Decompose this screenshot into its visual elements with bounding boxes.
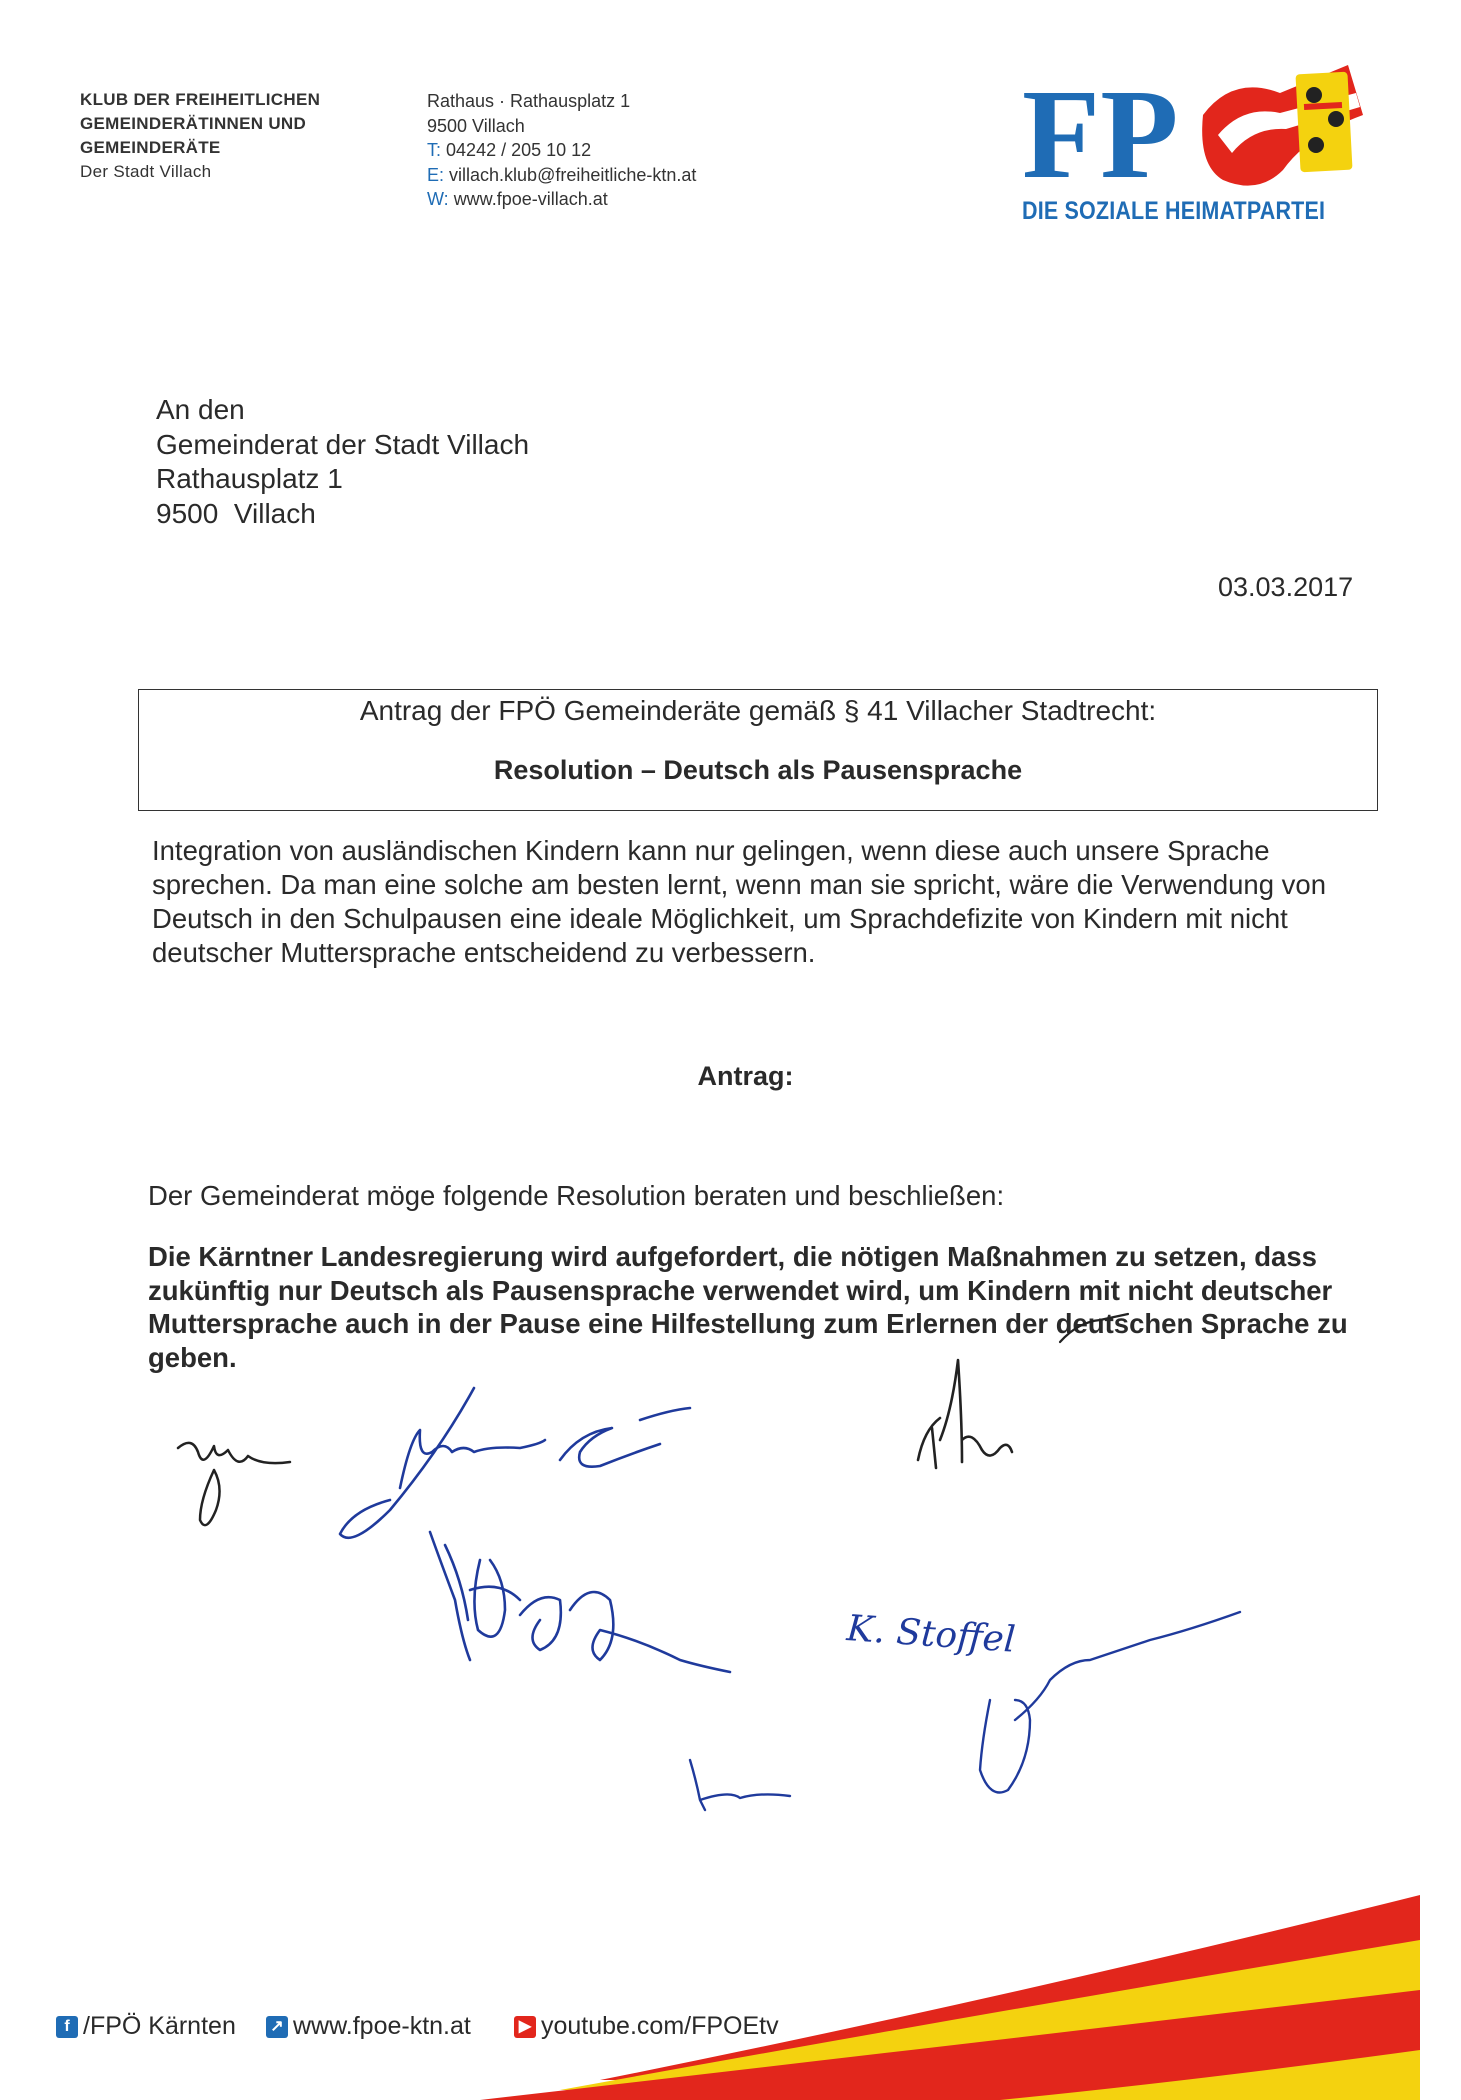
phone-label: T: [427,140,442,160]
body-paragraph: Integration von ausländischen Kindern kann nur gelingen, wenn diese auch unsere Sprache sprechen. Da man eine solche am besten lernt, wenn man sie spricht, wäre die Verwendung von Deutsch in den Schulpausen eine ideale Möglichkeit, um Sprachdefizite von Kindern mit nicht deutscher Muttersprache entscheidend zu verbessern. [152,835,1326,968]
footer-youtube-label[interactable]: youtube.com/FPOEtv [541,2012,779,2040]
footer-facebook-label[interactable]: /FPÖ Kärnten [83,2012,236,2040]
title-line-2: Resolution – Deutsch als Pausensprache [493,755,1023,785]
web-icon: ↗ [266,2016,288,2038]
club-city: Der Stadt Villach [80,162,212,181]
recipient-line-4: 9500 Villach [156,497,316,529]
web-label: W: [427,189,449,209]
email-address[interactable]: villach.klub@freiheitliche-ktn.at [449,164,697,185]
title-line-1: Antrag der FPÖ Gemeinderäte gemäß § 41 Villacher Stadtrecht: [359,695,1157,726]
resolution-text: Die Kärntner Landesregierung wird aufgefordert, die nötigen Maßnahmen zu setzen, dass zukünftig nur Deutsch als Pausensprache verwendet wird, um Kindern mit nicht deutscher Muttersprache auch in der Pause eine Hilfestellung zum Erlernen der deutschen Sprache zu geben. [148,1241,1348,1373]
antrag-heading: Antrag: [697,1061,794,1091]
contact-address-line-2: 9500 Villach [427,115,525,136]
logo-text: FP [1022,63,1179,205]
club-line-2: GEMEINDERÄTINNEN UND [80,114,307,133]
contact-address-line-1: Rathaus · Rathausplatz 1 [427,91,631,111]
footer-youtube[interactable] [514,2012,779,2041]
signature-handwritten-name: K. Stoffel [845,1608,1017,1661]
club-line-3: GEMEINDERÄTE [80,138,221,157]
web-address[interactable]: www.fpoe-villach.at [453,189,608,209]
recipient-line-1: An den [156,394,245,425]
recipient-line-3: Rathausplatz 1 [156,463,343,494]
party-tagline: DIE SOZIALE HEIMATPARTEI [1022,197,1326,225]
email-label: E: [427,164,445,185]
letter-date: 03.03.2017 [1218,572,1354,602]
phone-number: 04242 / 205 10 12 [446,140,592,160]
footer-website-label[interactable]: www.fpoe-ktn.at [293,2012,471,2040]
footer-website[interactable] [266,2012,471,2041]
facebook-icon: f [56,2016,78,2038]
club-line-1: KLUB DER FREIHEITLICHEN [80,90,321,109]
youtube-icon: ▶ [514,2016,536,2038]
recipient-line-2: Gemeinderat der Stadt Villach [156,428,530,460]
resolution-intro: Der Gemeinderat möge folgende Resolution beraten und beschließen: [148,1180,1005,1211]
footer-facebook[interactable] [56,2012,236,2041]
